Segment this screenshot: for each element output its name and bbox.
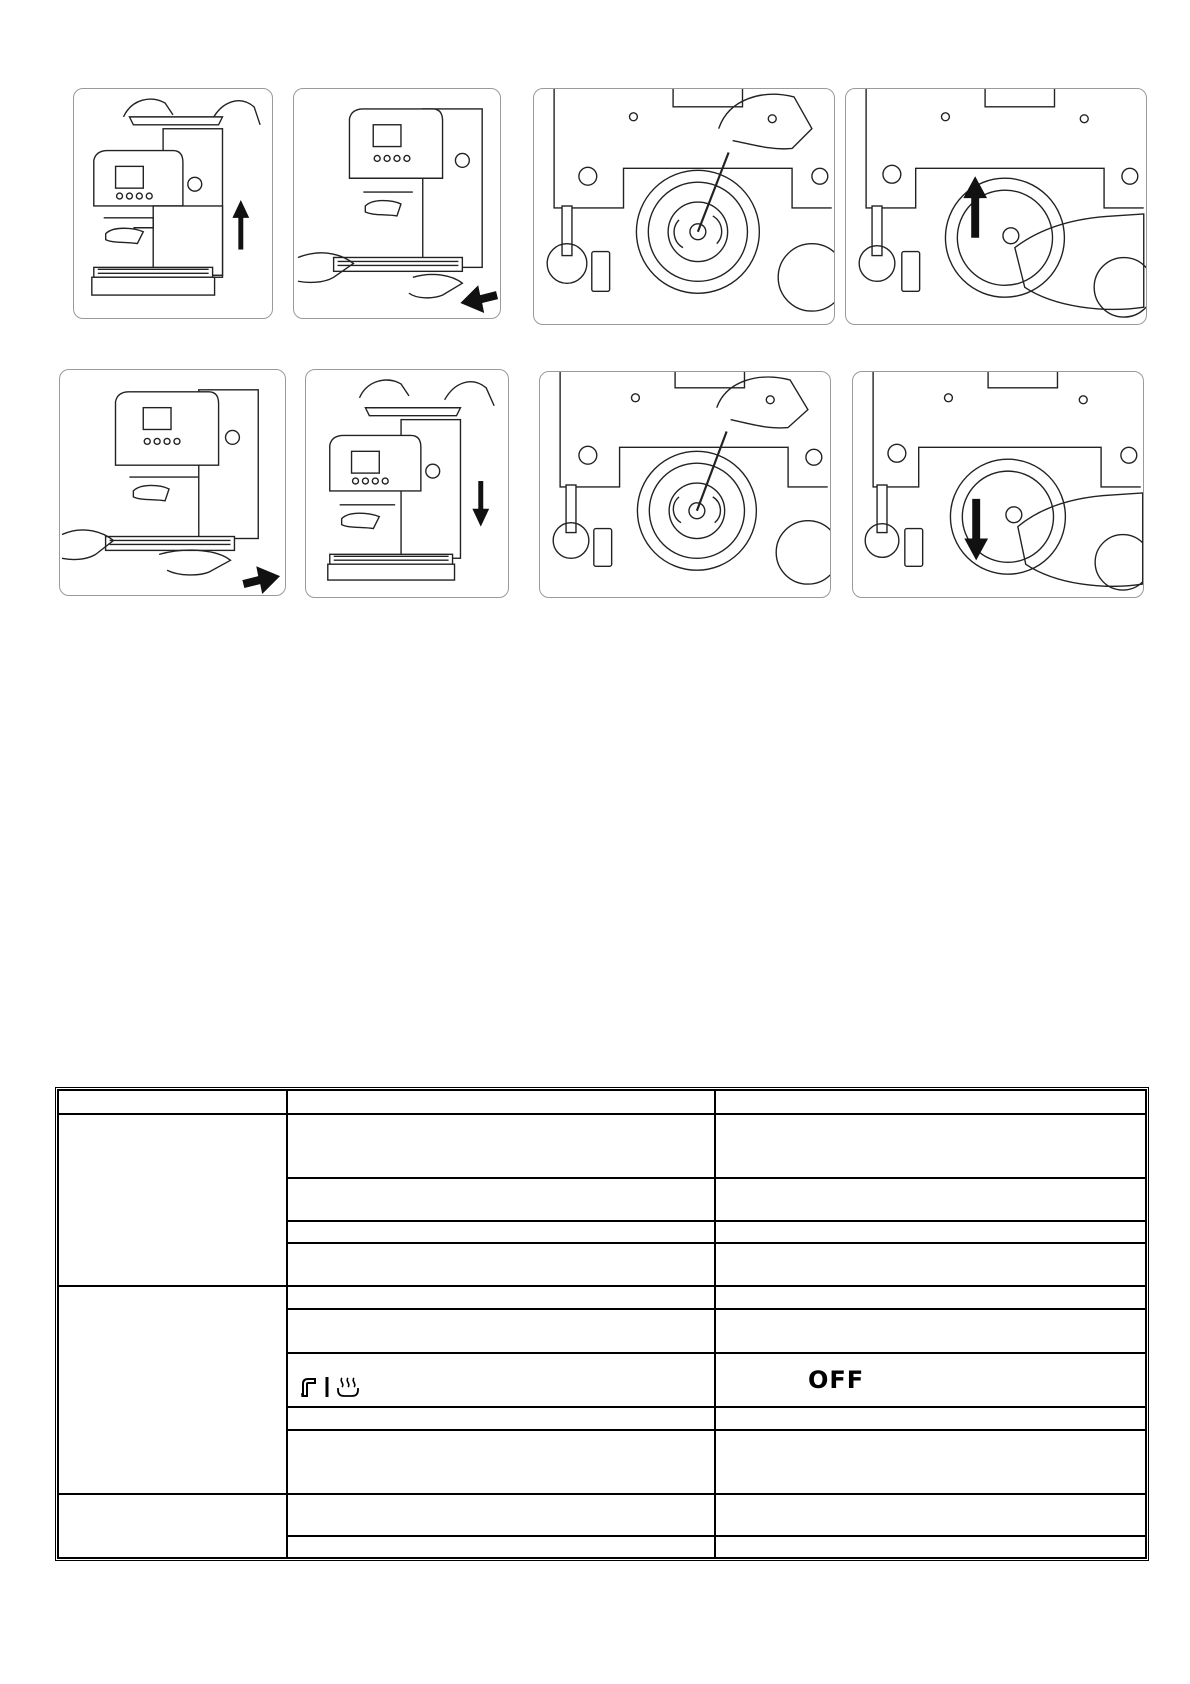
cause-cell (287, 1494, 715, 1536)
table-header-row (58, 1090, 1146, 1114)
cause-cell (287, 1114, 715, 1178)
figure-insert-screen (852, 371, 1144, 598)
group-head-illustration (534, 89, 834, 324)
group-head-illustration (846, 89, 1146, 324)
cause-cell (287, 1430, 715, 1494)
figure-lift-cover (73, 88, 273, 319)
figure-pull-drip-tray (293, 88, 501, 319)
cause-cell (287, 1407, 715, 1430)
cause-cell (287, 1286, 715, 1309)
coffee-spout-icon (298, 1377, 318, 1397)
mode-icons (294, 1376, 360, 1398)
problem-cell (58, 1494, 287, 1558)
troubleshooting-table (55, 1087, 1149, 1561)
solution-cell (715, 1309, 1146, 1353)
solution-cell (715, 1221, 1146, 1243)
machine-illustration (294, 89, 500, 318)
problem-cell (58, 1286, 287, 1494)
machine-illustration (74, 89, 272, 318)
machine-illustration (60, 370, 285, 595)
solution-cell (715, 1178, 1146, 1221)
header-cell (58, 1090, 287, 1114)
group-head-illustration (540, 372, 830, 597)
figure-push-drip-tray (59, 369, 286, 596)
header-cell (715, 1090, 1146, 1114)
table-row (58, 1114, 1146, 1178)
solution-cell (715, 1243, 1146, 1286)
cause-cell (287, 1178, 715, 1221)
divider-icon (324, 1376, 330, 1398)
solution-cell (715, 1114, 1146, 1178)
figure-remove-screen (845, 88, 1147, 325)
machine-illustration (306, 370, 508, 597)
figure-lower-cover (305, 369, 509, 598)
steam-icon (336, 1376, 360, 1398)
header-cell (287, 1090, 715, 1114)
cause-cell (287, 1221, 715, 1243)
group-head-illustration (853, 372, 1143, 597)
cause-cell (287, 1243, 715, 1286)
problem-cell (58, 1114, 287, 1286)
figure-unscrew-screen (533, 88, 835, 325)
solution-cell (715, 1494, 1146, 1536)
cause-cell (287, 1536, 715, 1558)
solution-cell (715, 1353, 1146, 1407)
off-label: OFF (808, 1366, 865, 1394)
table-row (58, 1494, 1146, 1536)
table-row (58, 1286, 1146, 1309)
solution-cell (715, 1536, 1146, 1558)
solution-cell (715, 1430, 1146, 1494)
cause-cell (287, 1309, 715, 1353)
solution-cell (715, 1286, 1146, 1309)
solution-cell (715, 1407, 1146, 1430)
figure-screw-screen (539, 371, 831, 598)
cause-cell (287, 1353, 715, 1407)
